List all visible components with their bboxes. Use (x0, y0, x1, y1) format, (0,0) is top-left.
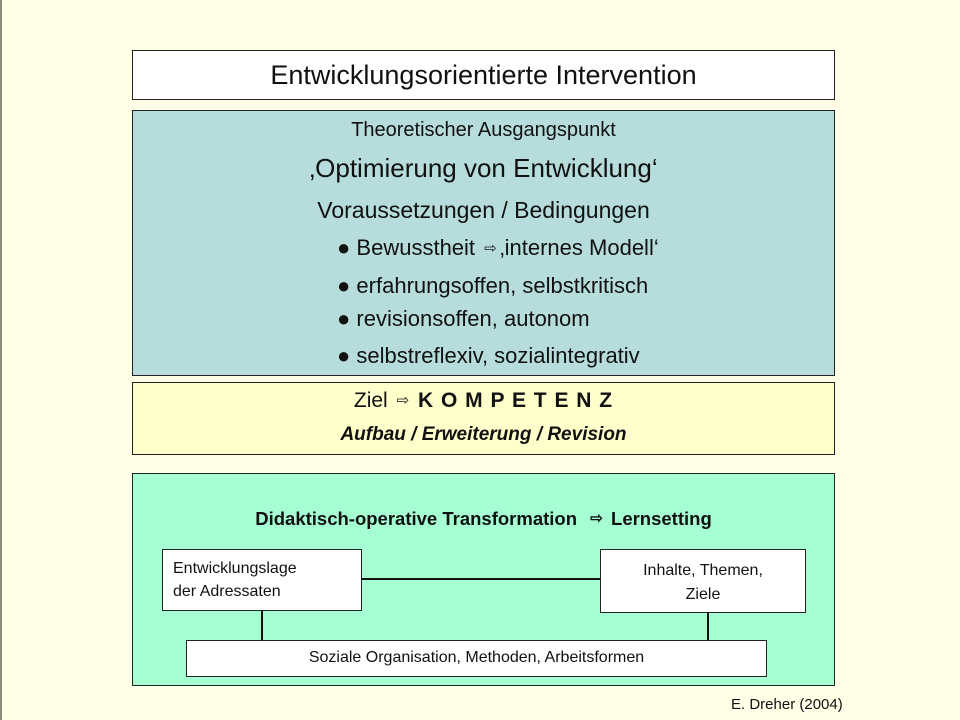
theory-subheading: ‚Optimierung von Entwicklung‘ (309, 153, 658, 183)
conditions-label: Voraussetzungen / Bedingungen (317, 197, 650, 223)
theory-box (132, 110, 835, 376)
box-inhalte-line2: Ziele (685, 586, 721, 603)
diagram-title: Entwicklungsorientierte Intervention (270, 59, 697, 90)
bullet-text: revisionsoffen, autonom (356, 306, 590, 331)
didactic-title-target: Lernsetting (611, 508, 712, 529)
left-edge-line (0, 0, 2, 720)
bullet-text: erfahrungsoffen, selbstkritisch (356, 273, 649, 298)
goal-box (132, 382, 835, 455)
theory-heading: Theoretischer Ausgangspunkt (351, 119, 616, 141)
goal-label: Ziel (353, 389, 388, 412)
box-entwicklungslage-line1: Entwicklungslage (173, 560, 297, 577)
connector-line-horizontal (361, 578, 601, 580)
bullet-text: selbstreflexiv, sozialintegrativ (356, 343, 640, 368)
title-box (132, 50, 835, 100)
outline-right-arrow-icon: ⇨ (590, 510, 603, 527)
outline-right-arrow-icon: ⇨ (484, 240, 497, 257)
goal-value: K O M P E T E N Z (417, 389, 614, 412)
bullet-icon: ● (337, 273, 351, 298)
bullet-icon: ● (337, 235, 351, 260)
didactic-title (133, 508, 834, 530)
bullet-icon: ● (337, 343, 351, 368)
connector-line-right (707, 613, 709, 641)
goal-subline: Aufbau / Erweiterung / Revision (340, 424, 627, 445)
credit-text: E. Dreher (2004) (731, 696, 843, 713)
goal-line (133, 389, 834, 413)
box-inhalte (600, 549, 806, 613)
bullet-item (337, 343, 640, 369)
bullet-icon: ● (337, 306, 351, 331)
box-inhalte-line1: Inhalte, Themen, (643, 562, 763, 579)
connector-line-left (261, 611, 263, 641)
didactic-title-text: Didaktisch-operative Transformation (255, 508, 578, 529)
box-entwicklungslage (162, 549, 362, 611)
box-soziale-organisation: Soziale Organisation, Methoden, Arbeitsformen (186, 640, 767, 677)
bullet-item (337, 306, 590, 332)
bullet-text-target: ‚internes Modell‘ (499, 235, 659, 260)
outline-right-arrow-icon: ⇨ (396, 392, 410, 409)
bullet-item-bewusstheit (337, 235, 659, 261)
bullet-item (337, 273, 648, 299)
bullet-text: Bewusstheit (356, 235, 476, 260)
box-entwicklungslage-line2: der Adressaten (173, 583, 281, 600)
